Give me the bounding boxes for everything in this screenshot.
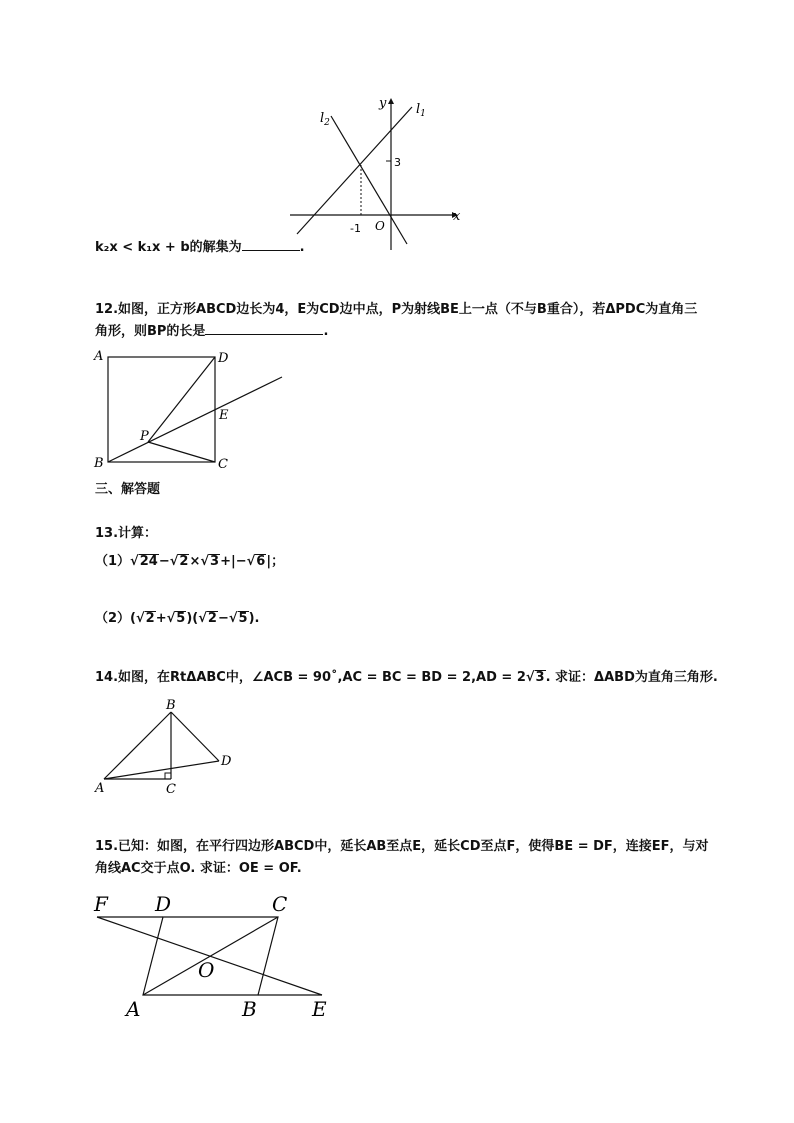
label-origin: O — [375, 219, 385, 233]
label-neg1: -1 — [350, 222, 361, 235]
label-y: y — [379, 96, 387, 111]
label-d: D — [218, 351, 229, 366]
label-e: E — [312, 997, 327, 1021]
right-angle-mark — [165, 773, 171, 779]
q11-graph — [280, 90, 470, 260]
segment-pc — [148, 442, 215, 462]
q12-square-figure — [88, 342, 288, 474]
q14-triangle-figure — [90, 695, 240, 797]
q15-line1: 15.已知：如图，在平行四边形ABCD中，延长AB至点E，延长CD至点F，使得BE = DF，连接EF，与对 — [95, 839, 709, 854]
label-three: 3 — [394, 156, 401, 169]
label-a: A — [126, 997, 141, 1021]
q11-blank[interactable] — [242, 237, 300, 251]
q13-title: 13.计算： — [95, 526, 158, 541]
label-b: B — [94, 456, 104, 471]
q11-text: k₂x < k₁x + b的解集为 . — [95, 237, 305, 259]
label-c: C — [218, 457, 228, 472]
line-l2 — [331, 116, 407, 244]
q14-text: 14.如图，在RtΔABC中，∠ACB = 90˚,AC = BC = BD = 2,AD = 2√3. 求证：ΔABD为直角三角形. — [95, 670, 718, 685]
segment-ad — [104, 761, 219, 779]
q12-line2: 角形，则BP的长是 . — [95, 321, 328, 343]
y-axis-arrow — [388, 98, 394, 104]
label-a: A — [94, 349, 104, 364]
label-c: C — [166, 782, 176, 797]
label-l1: $l_1$ — [416, 102, 426, 119]
label-l2: $l_2$ — [320, 111, 330, 128]
segment-ab — [104, 712, 171, 779]
label-e: E — [219, 408, 229, 423]
label-a: A — [95, 781, 105, 796]
segment-bd — [171, 712, 219, 761]
label-b: B — [166, 698, 176, 713]
label-d: D — [155, 892, 172, 916]
q13-part1: （1）√24−√2×√3+|−√6|； — [95, 554, 285, 569]
q13-part2: （2）(√2+√5)(√2−√5). — [95, 611, 260, 626]
diagonal-ac — [143, 917, 278, 995]
label-d: D — [221, 754, 232, 769]
q12-blank[interactable] — [205, 321, 323, 335]
label-x: x — [453, 209, 461, 224]
q15-parallelogram-figure — [88, 888, 338, 1023]
q15-line2: 角线AC交于点O. 求证：OE = OF. — [95, 861, 302, 876]
segment-pd — [148, 357, 215, 442]
label-c: C — [272, 892, 288, 916]
label-o: O — [198, 958, 215, 982]
section-title: 三、解答题 — [95, 482, 161, 497]
label-f: F — [94, 892, 108, 916]
ray-be — [108, 377, 282, 462]
q12-line1: 12.如图，正方形ABCD边长为4，E为CD边中点，P为射线BE上一点（不与B重合），若ΔPDC为直角三 — [95, 302, 698, 317]
label-p: P — [140, 429, 149, 444]
label-b: B — [242, 997, 257, 1021]
